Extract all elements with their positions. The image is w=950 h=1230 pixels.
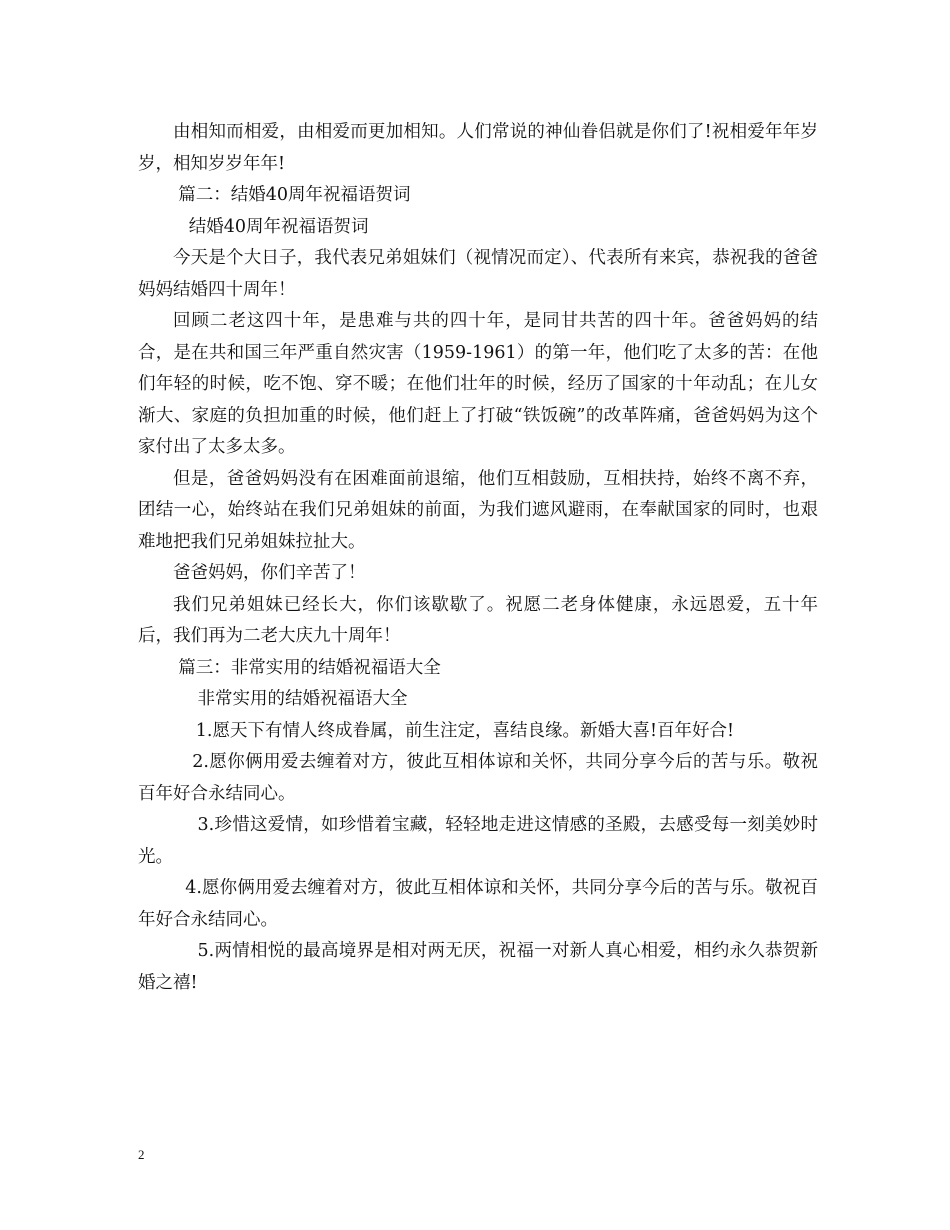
paragraph: 回顾二老这四十年，是患难与共的四十年，是同甘共苦的四十年。爸爸妈妈的结合，是在共和国三年严重自然灾害（1959-1961）的第一年，他们吃了太多的苦：在他们年轻的时候，吃不饱、穿不暖；在他们壮年的时候，经历了国家的十年动乱；在儿女渐大、家庭的负担加重的时候，他们赶上了打破“铁饭碗”的改革阵痛，爸爸妈妈为这个家付出了太多太多。 [138, 311, 818, 457]
paragraph: 今天是个大日子，我代表兄弟姐妹们（视情况而定）、代表所有来宾，恭祝我的爸爸妈妈结婚四十周年！ [138, 248, 818, 300]
section-title: 结婚40周年祝福语贺词 [188, 216, 369, 237]
list-item: 3.珍惜这爱情，如珍惜着宝藏，轻轻地走进这情感的圣殿，去感受每一刻美妙时光。 [138, 815, 818, 867]
paragraph: 由相知而相爱，由相爱而更加相知。人们常说的神仙眷侣就是你们了!祝相爱年年岁岁，相知岁岁年年! [138, 122, 818, 174]
body-text [138, 117, 818, 999]
section-heading: 篇二：结婚40周年祝福语贺词 [178, 185, 411, 205]
list-item: 1.愿天下有情人终成眷属，前生注定，喜结良缘。新婚大喜!百年好合! [195, 720, 735, 741]
paragraph: 爸爸妈妈，你们辛苦了！ [173, 563, 366, 583]
list-item: 5.两情相悦的最高境界是相对两无厌，祝福一对新人真心相爱，相约永久恭贺新婚之禧! [138, 941, 818, 993]
page-number: 2 [138, 1147, 145, 1162]
paragraph: 我们兄弟姐妹已经长大，你们该歇歇了。祝愿二老身体健康，永远恩爱，五十年后，我们再为二老大庆九十周年！ [138, 594, 818, 646]
list-item: 2.愿你俩用爱去缠着对方，彼此互相体谅和关怀，共同分享今后的苦与乐。敬祝百年好合永结同心。 [138, 752, 818, 804]
section-title: 非常实用的结婚祝福语大全 [197, 689, 408, 709]
list-item: 4.愿你俩用爱去缠着对方，彼此互相体谅和关怀，共同分享今后的苦与乐。敬祝百年好合永结同心。 [138, 878, 818, 930]
paragraph: 但是，爸爸妈妈没有在困难面前退缩，他们互相鼓励，互相扶持，始终不离不弃，团结一心，始终站在我们兄弟姐妹的前面，为我们遮风避雨，在奉献国家的同时，也艰难地把我们兄弟姐妹拉扯大。 [138, 468, 818, 552]
section-heading: 篇三：非常实用的结婚祝福语大全 [178, 657, 441, 678]
